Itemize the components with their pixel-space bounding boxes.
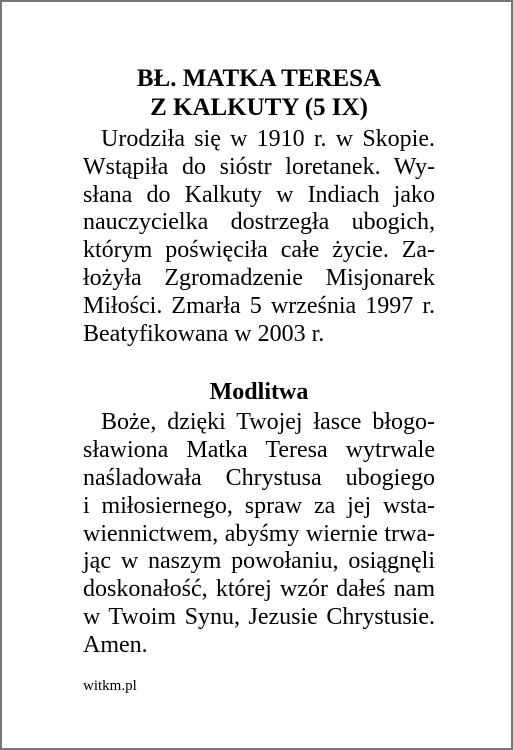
title-line-1: BŁ. MATKA TERESA [136,65,382,92]
prayer-paragraph [83,409,435,659]
prayer-line: w Twoim Synu, Jezusie Chrystusie. [83,603,435,630]
biography-line: Beatyfikowana w 2003 r. [83,320,325,347]
card-title [83,64,435,122]
prayer-line: sławiona Matka Teresa wytrwale [83,437,435,464]
prayer-line: naśladowała Chrystusa ubogiego [83,464,435,491]
prayer-line: Boże, dzięki Twojej łasce błogo- [101,409,435,436]
title-line-2: Z KALKUTY (5 IX) [150,94,368,121]
biography-line: Miłości. Zmarła 5 września 1997 r. [83,292,435,319]
biography-line: nauczycielka dostrzegła ubogich, [83,209,435,236]
biography-paragraph [83,126,435,348]
prayer-line: wiennictwem, abyśmy wiernie trwa- [83,520,435,547]
card-content [83,64,435,660]
prayer-heading: Modlitwa [209,379,309,406]
prayer-line: i miłosiernego, spraw za jej wsta- [83,492,435,519]
biography-line: łożyła Zgromadzenie Misjonarek [83,264,435,291]
biography-line: słana do Kalkuty w Indiach jako [83,181,435,208]
prayer-line: Amen. [83,631,148,658]
biography-line: Urodziła się w 1910 r. w Skopie. [101,126,435,152]
source-footer: witkm.pl [83,678,137,694]
biography-line: Wstąpiła do sióstr loretanek. Wy- [83,153,435,180]
prayer-line: doskonałość, której wzór dałeś nam [83,576,435,603]
prayer-line: jąc w naszym powołaniu, osiągnęli [83,548,435,575]
biography-line: którym poświęciła całe życie. Za- [83,237,435,264]
